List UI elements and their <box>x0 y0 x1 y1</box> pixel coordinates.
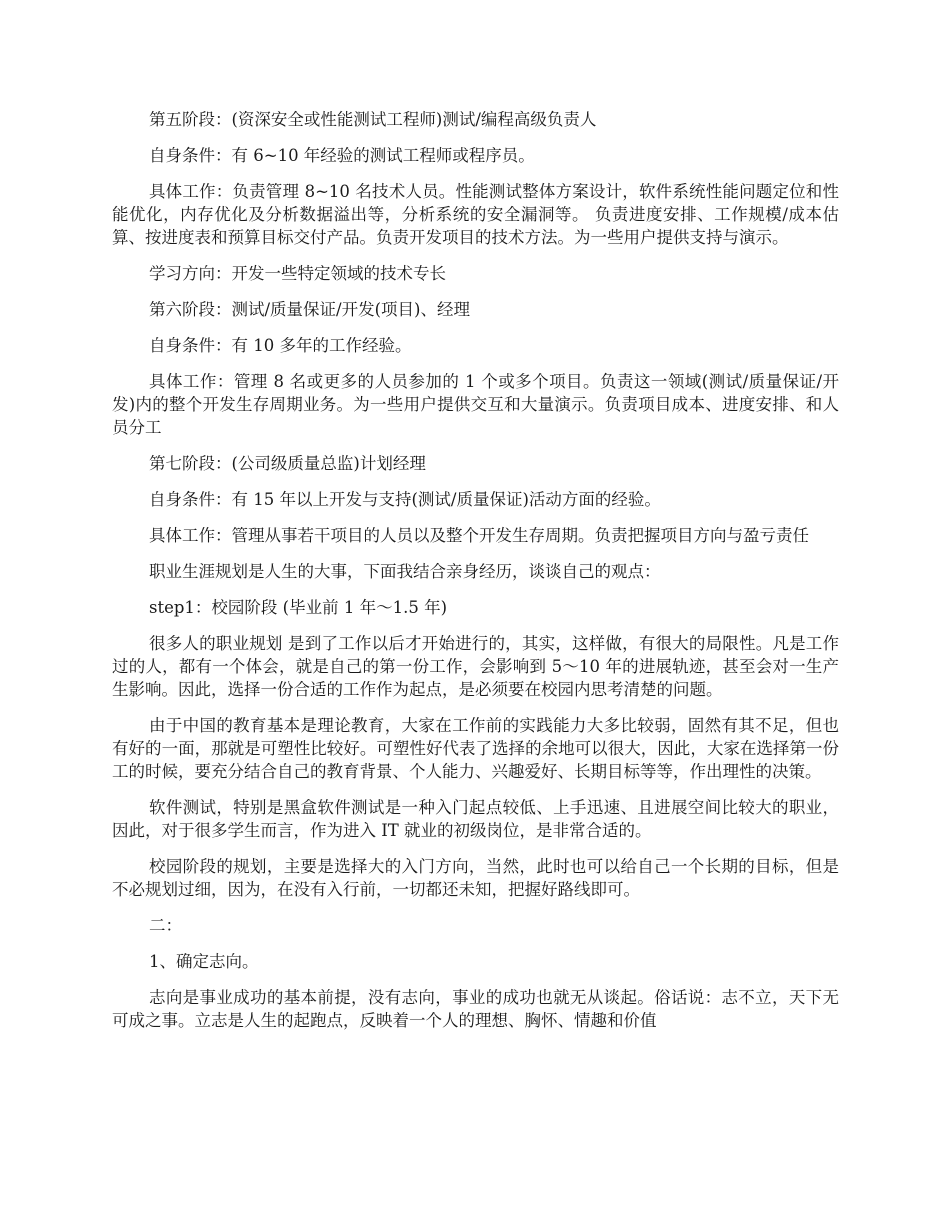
paragraph: 具体工作：管理 8 名或更多的人员参加的 1 个或多个项目。负责这一领域(测试/质量保证/开发)内的整个开发生存周期业务。为一些用户提供交互和大量演示。负责项目成本、进度安排、和人员分工 <box>112 372 839 437</box>
paragraph: 第七阶段：(公司级质量总监)计划经理 <box>149 454 426 473</box>
paragraph: step1：校园阶段 (毕业前 1 年～1.5 年) <box>149 598 448 617</box>
paragraph: 职业生涯规划是人生的大事，下面我结合亲身经历，谈谈自己的观点： <box>149 562 661 581</box>
paragraph: 具体工作：负责管理 8~10 名技术人员。性能测试整体方案设计，软件系统性能问题定位和性能优化，内存优化及分析数据溢出等，分析系统的安全漏洞等。 负责进度安排、工作规模/成本估算、按进度表和预算目标交付产品。负责开发项目的技术方法。为一些用户提供支持与演示。 <box>112 182 839 247</box>
paragraph: 自身条件：有 15 年以上开发与支持(测试/质量保证)活动方面的经验。 <box>149 490 661 509</box>
paragraph: 很多人的职业规划 是到了工作以后才开始进行的，其实，这样做，有很大的局限性。凡是工作过的人，都有一个体会，就是自己的第一份工作，会影响到 5～10 年的进展轨迹，甚至会对一生产生影响。因此，选择一份合适的工作作为起点，是必须要在校园内思考清楚的问题。 <box>112 634 839 699</box>
paragraph: 自身条件：有 10 多年的工作经验。 <box>149 336 412 355</box>
paragraph: 志向是事业成功的基本前提，没有志向，事业的成功也就无从谈起。俗话说：志不立，天下无可成之事。立志是人生的起跑点，反映着一个人的理想、胸怀、情趣和价值 <box>112 988 839 1030</box>
paragraph: 第五阶段：(资深安全或性能测试工程师)测试/编程高级负责人 <box>149 110 597 129</box>
paragraph: 第六阶段：测试/质量保证/开发(项目)、经理 <box>149 300 470 319</box>
paragraph: 软件测试，特别是黑盒软件测试是一种入门起点较低、上手迅速、且进展空间比较大的职业，因此，对于很多学生而言，作为进入 IT 就业的初级岗位，是非常合适的。 <box>112 798 839 840</box>
paragraph: 具体工作：管理从事若干项目的人员以及整个开发生存周期。负责把握项目方向与盈亏责任 <box>149 526 809 545</box>
paragraph: 学习方向：开发一些特定领域的技术专长 <box>149 264 446 283</box>
paragraph: 1、确定志向。 <box>149 952 259 971</box>
paragraph: 自身条件：有 6~10 年经验的测试工程师或程序员。 <box>149 146 535 165</box>
paragraph: 由于中国的教育基本是理论教育，大家在工作前的实践能力大多比较弱，固然有其不足，但也有好的一面，那就是可塑性比较好。可塑性好代表了选择的余地可以很大，因此，大家在选择第一份工的时候，要充分结合自己的教育背景、个人能力、兴趣爱好、长期目标等等，作出理性的决策。 <box>112 716 839 781</box>
paragraph: 校园阶段的规划，主要是选择大的入门方向，当然，此时也可以给自己一个长期的目标，但是不必规划过细，因为，在没有入行前，一切都还未知，把握好路线即可。 <box>112 857 839 899</box>
paragraph: 二： <box>149 916 182 935</box>
document-body <box>112 108 839 1045</box>
